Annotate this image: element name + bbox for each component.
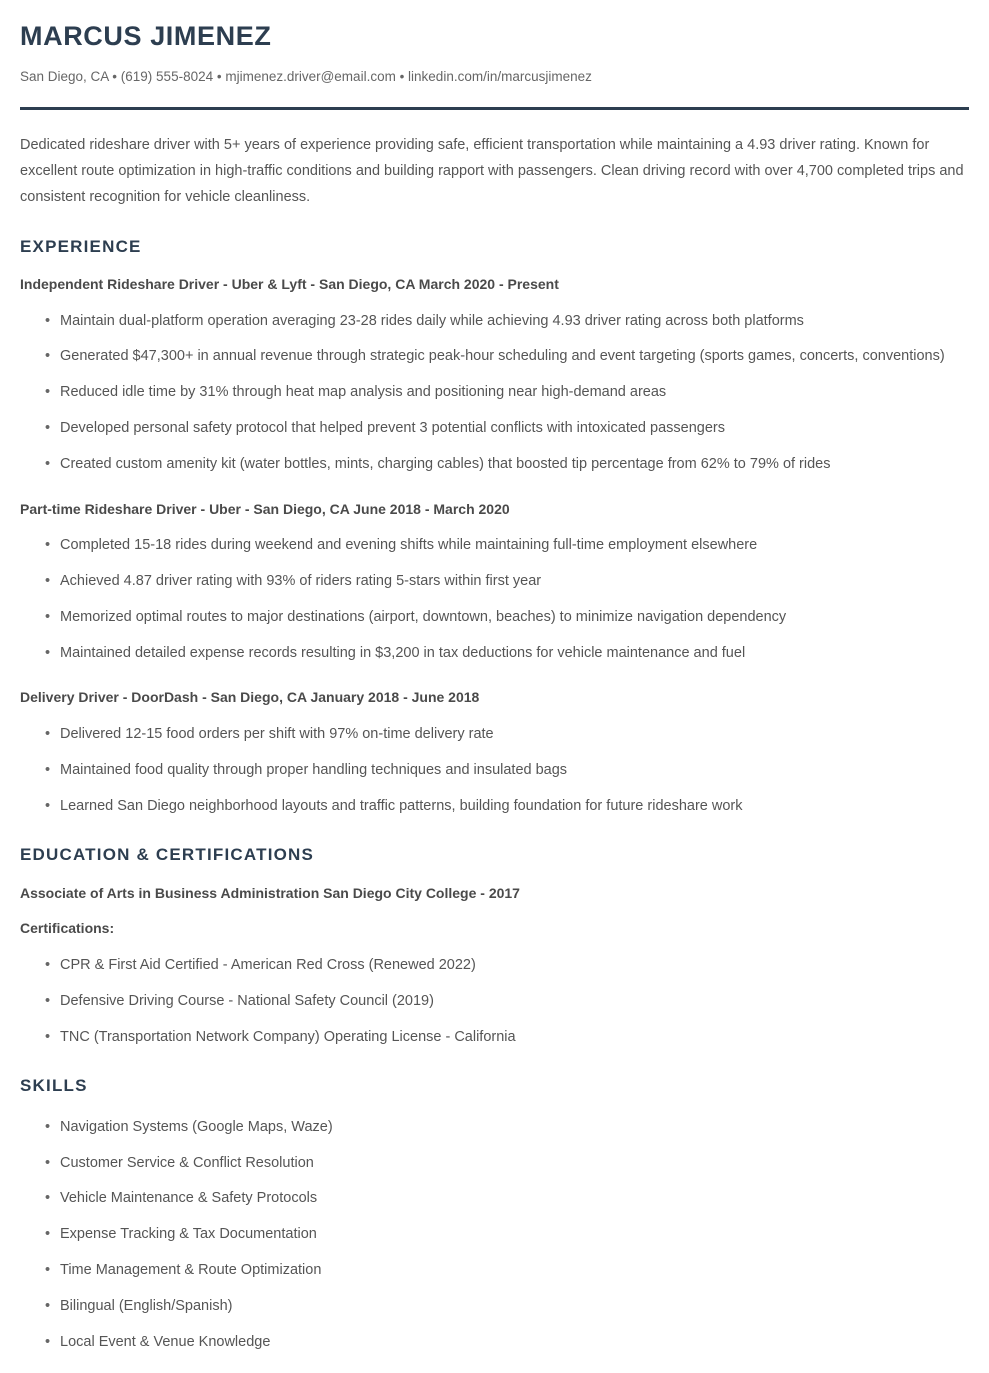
list-item-text: Navigation Systems (Google Maps, Waze) (60, 1118, 333, 1135)
bullet-dot-icon: • (45, 1333, 51, 1350)
list-item-text: Created custom amenity kit (water bottles, mints, charging cables) that boosted tip percentage from 62% to 79% of rides (60, 455, 831, 472)
bullet-dot-icon: • (45, 420, 51, 437)
list-item-text: Defensive Driving Course - National Safety Council (2019) (60, 992, 434, 1009)
list-item-text: CPR & First Aid Certified - American Red Cross (Renewed 2022) (60, 957, 476, 974)
list-item-text: Completed 15-18 rides during weekend and evening shifts while maintaining full-time employment elsewhere (60, 537, 758, 554)
job-bullet-item (20, 605, 969, 631)
bullet-dot-icon: • (45, 644, 51, 661)
bullet-dot-icon: • (45, 1297, 51, 1314)
list-item-text: TNC (Transportation Network Company) Operating License - California (60, 1028, 516, 1045)
bullet-dot-icon: • (45, 1226, 51, 1243)
bullet-dot-icon: • (45, 1190, 51, 1207)
bullet-dot-icon: • (45, 348, 51, 365)
bullet-dot-icon: • (45, 726, 51, 743)
section-skills (20, 1076, 969, 1355)
bullet-dot-icon: • (45, 1154, 51, 1171)
certification-item (20, 953, 969, 979)
bullet-dot-icon: • (45, 384, 51, 401)
list-item-text: Local Event & Venue Knowledge (60, 1333, 271, 1350)
list-item-text: Time Management & Route Optimization (60, 1261, 322, 1278)
job-entry-heading: Independent Rideshare Driver - Uber & Lyft - San Diego, CA March 2020 - Present (20, 276, 559, 293)
job-bullet-item (20, 344, 969, 370)
bullet-dot-icon: • (45, 992, 51, 1009)
job-bullet-item (20, 641, 969, 667)
list-item-text: Generated $47,300+ in annual revenue through strategic peak-hour scheduling and event targeting (sports games, concerts, conventions) (60, 348, 945, 365)
list-item-text: Bilingual (English/Spanish) (60, 1297, 233, 1314)
job-bullet-list (20, 533, 969, 666)
list-item-text: Developed personal safety protocol that helped prevent 3 potential conflicts with intoxicated passengers (60, 420, 725, 437)
skill-item (20, 1222, 969, 1248)
list-item-text: Delivered 12-15 food orders per shift with 97% on-time delivery rate (60, 726, 494, 743)
list-item-text: Achieved 4.87 driver rating with 93% of riders rating 5-stars within first year (60, 573, 542, 590)
section-education (20, 845, 969, 1050)
bullet-dot-icon: • (45, 455, 51, 472)
job-bullet-item (20, 794, 969, 820)
list-item-text: Expense Tracking & Tax Documentation (60, 1226, 317, 1243)
job-bullet-item (20, 380, 969, 406)
job-bullet-item (20, 452, 969, 478)
contact-line: San Diego, CA • (619) 555-8024 • mjimenez.driver@email.com • linkedin.com/in/marcusjimenez (20, 68, 592, 84)
page-title: MARCUS JIMENEZ (20, 21, 272, 51)
list-item-text: Customer Service & Conflict Resolution (60, 1154, 314, 1171)
section-title-experience: EXPERIENCE (20, 236, 142, 256)
skill-item (20, 1330, 969, 1356)
job-entry-heading: Part-time Rideshare Driver - Uber - San Diego, CA June 2018 - March 2020 (20, 500, 510, 517)
list-item-text: Learned San Diego neighborhood layouts and traffic patterns, building foundation for future rideshare work (60, 797, 743, 814)
list-item-text: Vehicle Maintenance & Safety Protocols (60, 1190, 318, 1207)
certifications-list (20, 953, 969, 1050)
job-bullet-item (20, 722, 969, 748)
job-bullet-list (20, 722, 969, 819)
section-title-skills: SKILLS (20, 1076, 88, 1096)
list-item-text: Maintained food quality through proper handling techniques and insulated bags (60, 761, 568, 778)
section-title-education: EDUCATION & CERTIFICATIONS (20, 845, 315, 865)
job-bullet-list (20, 309, 969, 478)
bullet-dot-icon: • (45, 1118, 51, 1135)
bullet-dot-icon: • (45, 537, 51, 554)
section-experience (20, 237, 969, 820)
skill-item (20, 1151, 969, 1177)
job-bullet-item (20, 416, 969, 442)
education-degree: Associate of Arts in Business Administration San Diego City College - 2017 (20, 884, 520, 901)
bullet-dot-icon: • (45, 608, 51, 625)
list-item-text: Maintain dual-platform operation averaging 23-28 rides daily while achieving 4.93 driver rating across both platforms (60, 312, 804, 329)
job-bullet-item (20, 758, 969, 784)
skill-item (20, 1115, 969, 1141)
bullet-dot-icon: • (45, 761, 51, 778)
job-bullet-item (20, 533, 969, 559)
skill-item (20, 1294, 969, 1320)
job-entry-heading: Delivery Driver - DoorDash - San Diego, CA January 2018 - June 2018 (20, 689, 480, 706)
bullet-dot-icon: • (45, 797, 51, 814)
certifications-label: Certifications: (20, 920, 115, 937)
list-item-text: Reduced idle time by 31% through heat map analysis and positioning near high-demand areas (60, 384, 667, 401)
bullet-dot-icon: • (45, 573, 51, 590)
bullet-dot-icon: • (45, 1028, 51, 1045)
experience-entries (20, 275, 969, 819)
bullet-dot-icon: • (45, 957, 51, 974)
skill-item (20, 1186, 969, 1212)
professional-summary: Dedicated rideshare driver with 5+ years of experience providing safe, efficient transportation while maintaining a 4.93 driver rating. Known for excellent route optimization in high-traffic conditions and building rapport with passengers. Clean driving record with over 4,700 completed trips and consistent recognition for vehicle cleanliness. (20, 136, 964, 206)
skills-list (20, 1115, 969, 1356)
header-divider (20, 107, 969, 110)
bullet-dot-icon: • (45, 1261, 51, 1278)
job-bullet-item (20, 309, 969, 335)
list-item-text: Memorized optimal routes to major destinations (airport, downtown, beaches) to minimize navigation dependency (60, 608, 787, 625)
bullet-dot-icon: • (45, 312, 51, 329)
list-item-text: Maintained detailed expense records resulting in $3,200 in tax deductions for vehicle maintenance and fuel (60, 644, 746, 661)
certification-item (20, 1025, 969, 1051)
certification-item (20, 989, 969, 1015)
job-bullet-item (20, 569, 969, 595)
